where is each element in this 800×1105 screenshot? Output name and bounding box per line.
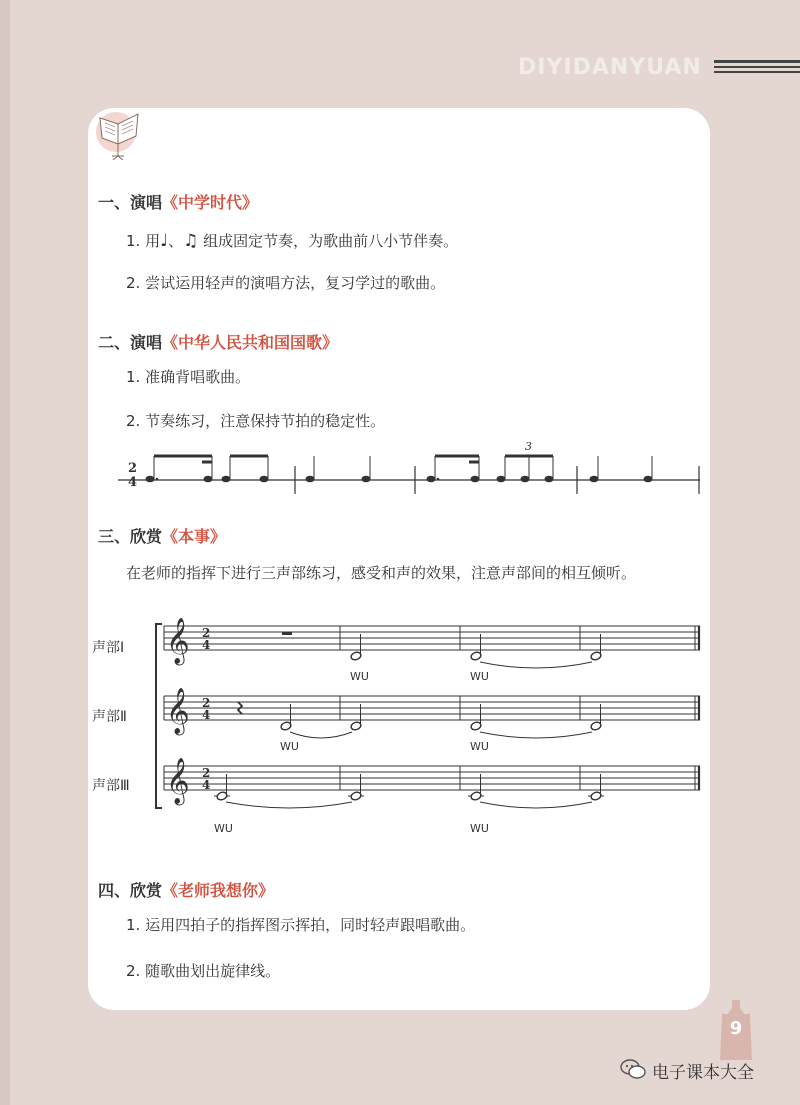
- section-1-item-1: [126, 230, 458, 251]
- rhythm-measure-1: [146, 456, 269, 482]
- rhythm-time-top: 2: [128, 461, 138, 476]
- tie: [480, 732, 592, 738]
- item-text-before: 1. 用: [126, 232, 161, 250]
- section-1-prefix: 一、演唱: [98, 193, 163, 212]
- section-2-prefix: 二、演唱: [98, 333, 163, 352]
- triplet-mark: 3: [525, 440, 532, 453]
- lyric: WU: [470, 822, 489, 835]
- rhythm-time-bottom: 4: [128, 475, 138, 490]
- lyric: WU: [470, 740, 489, 753]
- page-number: 9: [729, 1018, 743, 1039]
- section-4-prefix: 四、欣赏: [98, 881, 163, 900]
- time-sig-top: 2: [202, 626, 211, 640]
- rhythm-measure-4: [590, 456, 653, 482]
- section-4-song: 《老师我想你》: [162, 881, 275, 900]
- section-3-song: 《本事》: [162, 527, 227, 546]
- section-3-intro: 在老师的指挥下进行三声部练习，感受和声的效果，注意声部间的相互倾听。: [126, 564, 637, 582]
- music-book-icon: [96, 108, 146, 160]
- item-separator: 、: [168, 232, 184, 250]
- section-1-song: 《中学时代》: [162, 193, 259, 212]
- page-edge-strip: [0, 0, 10, 1105]
- part-label-2: 声部Ⅱ: [92, 709, 127, 725]
- whole-rest: [282, 632, 292, 635]
- treble-clef-icon: 𝄞: [166, 688, 190, 734]
- rhythm-measure-3: [427, 440, 554, 482]
- section-4-item-1: 1. 运用四拍子的指挥图示挥拍，同时轻声跟唱歌曲。: [126, 916, 476, 934]
- three-part-score: [88, 608, 710, 848]
- rhythm-measure-2: [306, 456, 371, 482]
- tie: [226, 802, 352, 808]
- tie: [480, 802, 592, 808]
- rhythm-exercise: [88, 438, 710, 498]
- section-1-item-2: 2. 尝试运用轻声的演唱方法，复习学过的歌曲。: [126, 274, 446, 292]
- eighth-notes-icon: ♫: [183, 231, 199, 251]
- item-text-after: 组成固定节奏，为歌曲前八小节伴奏。: [198, 232, 459, 250]
- section-2-item-1: 1. 准确背唱歌曲。: [126, 368, 251, 386]
- section-3-prefix: 三、欣赏: [98, 527, 163, 546]
- wechat-icon: [620, 1058, 646, 1080]
- unit-header-title: DIYIDANYUAN: [518, 55, 702, 80]
- system-bracket: [156, 624, 162, 808]
- part-label-1: 声部Ⅰ: [92, 640, 125, 656]
- treble-clef-icon: 𝄞: [166, 618, 190, 664]
- watermark-text: 电子课本大全: [652, 1063, 754, 1083]
- tie: [290, 732, 352, 738]
- lyric: WU: [214, 822, 233, 835]
- section-2-title: [98, 330, 338, 353]
- section-2-item-2: 2. 节奏练习，注意保持节拍的稳定性。: [126, 412, 386, 430]
- time-sig-top: 2: [202, 766, 211, 780]
- section-4-item-2: 2. 随歌曲划出旋律线。: [126, 962, 281, 980]
- lyric: WU: [280, 740, 299, 753]
- section-2-song: 《中华人民共和国国歌》: [162, 333, 339, 352]
- lyric: WU: [470, 670, 489, 683]
- time-sig-bottom: 4: [202, 638, 211, 652]
- time-sig-bottom: 4: [202, 708, 211, 722]
- quarter-note-icon: ♩: [160, 231, 169, 251]
- section-3-title: [98, 524, 226, 547]
- time-sig-top: 2: [202, 696, 211, 710]
- part-label-3: 声部Ⅲ: [92, 778, 130, 794]
- content-card: [88, 108, 710, 1010]
- treble-clef-icon: 𝄞: [166, 758, 190, 804]
- time-sig-bottom: 4: [202, 778, 211, 792]
- section-4-title: [98, 878, 274, 901]
- header-decoration-lines: [714, 60, 800, 73]
- lyric: WU: [350, 670, 369, 683]
- section-1-title: [98, 190, 258, 213]
- tie: [480, 662, 592, 668]
